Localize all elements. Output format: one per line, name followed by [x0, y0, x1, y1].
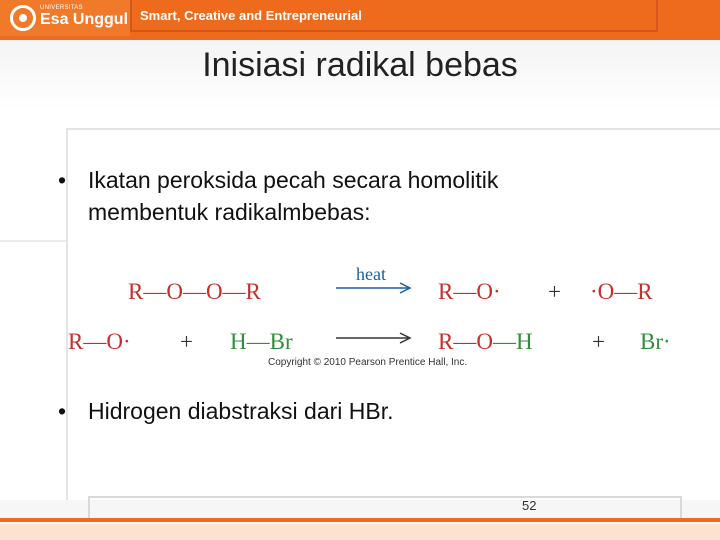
reaction2-plus2: +: [592, 329, 605, 354]
product1-hydrogen-part: —H: [492, 329, 533, 354]
reaction1-condition: heat: [356, 264, 386, 284]
reaction2-reactant1: R—O·: [68, 329, 131, 354]
bullet-text: Ikatan peroksida pecah secara homolitik membentuk radikalmbebas:: [88, 167, 499, 225]
reaction2-reactant2: H—Br: [230, 329, 293, 354]
decorative-line: [0, 240, 66, 242]
reaction-arrow-icon: [336, 330, 416, 346]
reaction1-plus: +: [548, 279, 561, 304]
slide-title: Inisiasi radikal bebas: [202, 46, 518, 84]
bullet-text: Hidrogen diabstraksi dari HBr.: [88, 398, 394, 424]
bullet-symbol: •: [58, 398, 67, 424]
footer-stripe: [0, 524, 720, 540]
page-number: 52: [522, 498, 537, 513]
footer-stripe: [0, 518, 720, 522]
university-logo: [0, 0, 130, 36]
logo-subtext: UNIVERSITAS: [40, 5, 83, 11]
header-tagline: Smart, Creative and Entrepreneurial: [140, 8, 362, 23]
decorative-line: [66, 128, 68, 500]
header-bar: [0, 0, 720, 40]
logo-name: Esa Unggul: [40, 11, 129, 28]
reaction1-reactant: R—O—O—R: [128, 279, 261, 304]
bullet-symbol: •: [58, 167, 67, 193]
reaction1-product2: ·O—R: [590, 279, 653, 304]
reaction2-product2: Br·: [640, 329, 671, 354]
reaction1-product1: R—O·: [438, 279, 501, 304]
decorative-line: [66, 128, 720, 130]
reaction2-plus1: +: [180, 329, 193, 354]
reaction-arrow-icon: [336, 280, 416, 296]
copyright-notice: Copyright © 2010 Pearson Prentice Hall, Inc.: [268, 357, 468, 368]
reaction2-product1: [438, 329, 533, 355]
product1-oxygen-part: R—O: [438, 329, 493, 354]
logo-emblem-icon: [10, 5, 36, 31]
